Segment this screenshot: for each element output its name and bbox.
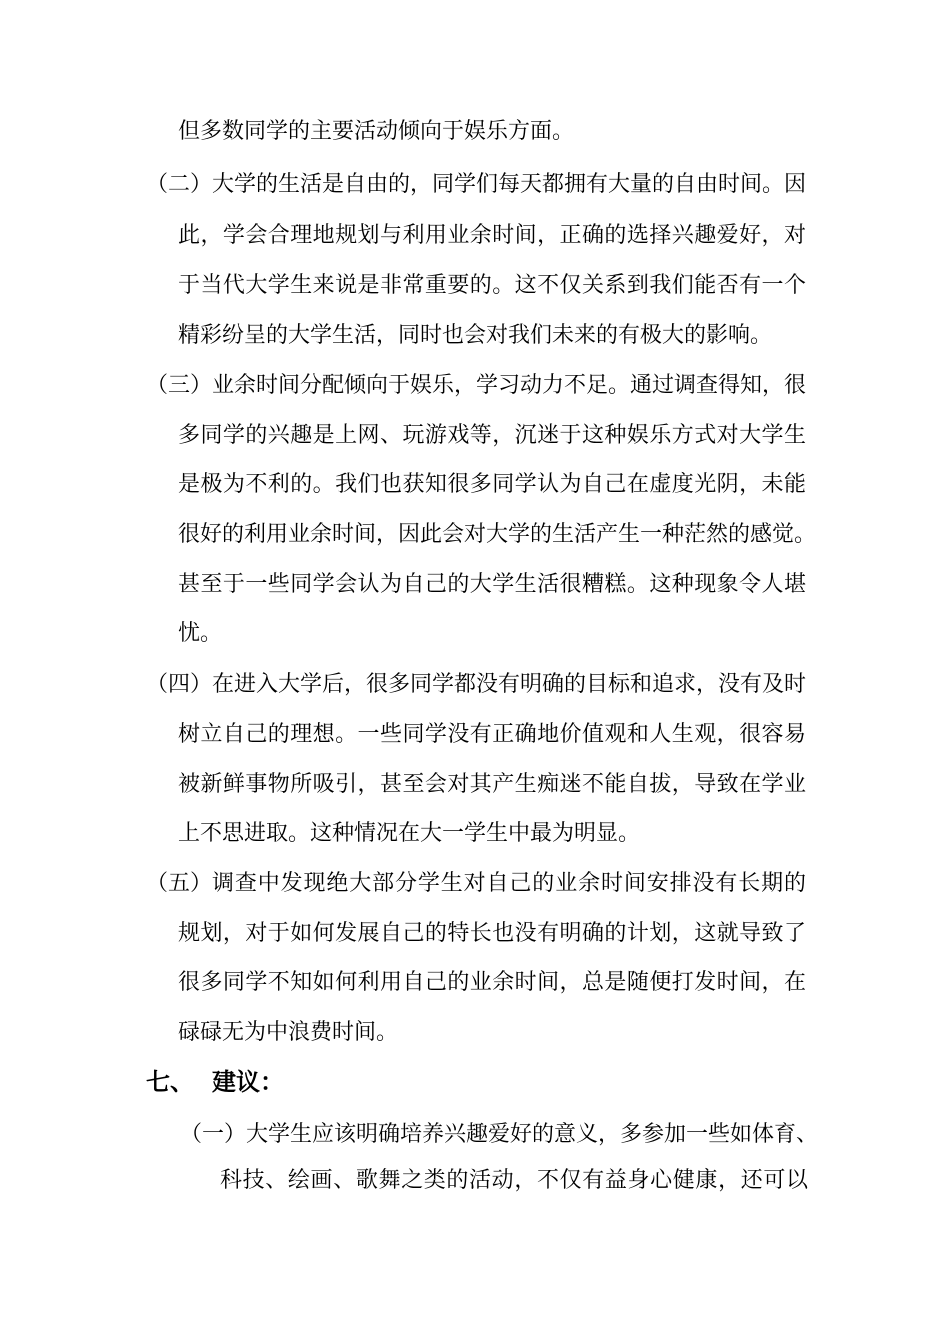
paragraph-line: 规划，对于如何发展自己的特长也没有明确的计划，这就导致了 (178, 921, 806, 946)
paragraph-line: 是极为不利的。我们也获知很多同学认为自己在虚度光阴，未能 (178, 472, 806, 497)
list-marker: （五） (146, 871, 213, 896)
paragraph-line: 大学生应该明确培养兴趣爱好的意义，多参加一些如体育、 (246, 1122, 819, 1147)
list-marker: （二） (146, 172, 213, 197)
paragraph-line: 碌碌无为中浪费时间。 (178, 1020, 399, 1045)
paragraph-line: 被新鲜事物所吸引，甚至会对其产生痴迷不能自拔，导致在学业 (178, 772, 806, 797)
paragraph-line: 调查中发现绝大部分学生对自己的业余时间安排没有长期的 (212, 871, 806, 896)
section-title: 建议： (212, 1068, 284, 1096)
paragraph-line: 多同学的兴趣是上网、玩游戏等，沉迷于这种娱乐方式对大学生 (178, 423, 806, 448)
list-marker: （一） (180, 1122, 247, 1147)
list-marker: （四） (146, 672, 213, 697)
paragraph-line: 于当代大学生来说是非常重要的。这不仅关系到我们能否有一个 (178, 273, 806, 298)
paragraph-line: 甚至于一些同学会认为自己的大学生活很糟糕。这种现象令人堪 (178, 572, 806, 597)
paragraph-line: 此，学会合理地规划与利用业余时间，正确的选择兴趣爱好，对 (178, 223, 806, 248)
paragraph-line: 精彩纷呈的大学生活，同时也会对我们未来的有极大的影响。 (178, 323, 773, 348)
paragraph-line: 科技、绘画、歌舞之类的活动，不仅有益身心健康，还可以 (220, 1168, 808, 1193)
paragraph-line: 但多数同学的主要活动倾向于娱乐方面。 (178, 119, 575, 144)
paragraph-line: 业余时间分配倾向于娱乐，学习动力不足。通过调查得知，很 (212, 373, 807, 398)
paragraph-line: 树立自己的理想。一些同学没有正确地价值观和人生观，很容易 (178, 722, 806, 747)
paragraph-line: 很多同学不知如何利用自己的业余时间，总是随便打发时间，在 (178, 970, 806, 995)
paragraph-line: 大学的生活是自由的，同学们每天都拥有大量的自由时间。因 (212, 172, 807, 197)
paragraph-line: 很好的利用业余时间，因此会对大学的生活产生一种茫然的感觉。 (178, 522, 817, 547)
paragraph-line: 在进入大学后，很多同学都没有明确的目标和追求，没有及时 (212, 672, 807, 697)
section-number: 七、 (146, 1068, 194, 1096)
paragraph-line: 上不思进取。这种情况在大一学生中最为明显。 (178, 821, 641, 846)
paragraph-line: 忧。 (178, 621, 223, 646)
list-marker: （三） (146, 373, 213, 398)
